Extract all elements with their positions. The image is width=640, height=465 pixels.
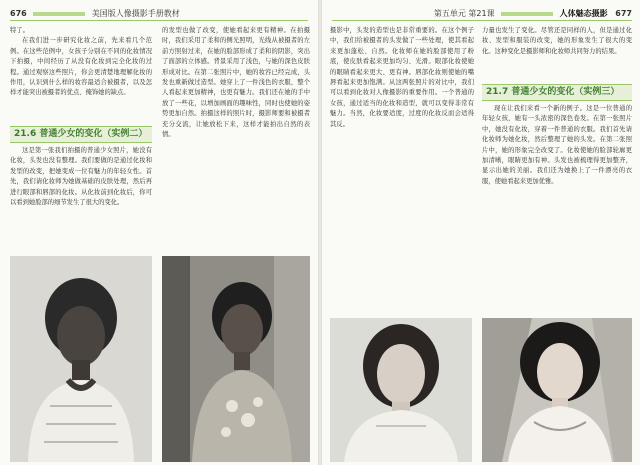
left-col1-after: 这是第一张我们拍摄的普通少女照片，她没有化妆，头发也没有整理。我们要做的是通过化妆和发型的改变，把她变成一位有魅力的年轻女性。首先，我们请化妆师为她做基础的皮肤处理，然后再进行眼部和唇部的化妆。从化妆前到化妆后，你可以看到她脸部的细节发生了很大的变化。 (10, 147, 152, 207)
right-page (322, 0, 640, 465)
right-column-1 (330, 26, 474, 326)
section-title-21-6: 21.6 普通少女的变化（实例二） (14, 129, 148, 139)
section-heading-21-6 (10, 126, 152, 143)
section-title-21-7: 21.7 普通少女的变化（实例三） (486, 87, 620, 97)
left-column-1-top (10, 26, 152, 122)
left-col1-body: 在我们进一步研究化妆之前，先来看几个范例。在这些范例中，女孩子分别在不同的化妆情况下拍摄，中间经历了从没有化妆到完全化妆的过程。通过观察这些照片，你会更清楚地理解化妆的作用，认识到什么样的妆容最适合被摄者，以及怎样才能突出被摄者的优点、掩饰她的缺点。 (10, 37, 152, 97)
header-rule-decoration (501, 12, 553, 16)
chapter-title: 人体魅态摄影 (559, 9, 608, 18)
portrait-illustration (330, 318, 472, 462)
left-page (0, 0, 318, 465)
left-column-2 (162, 26, 310, 250)
left-column-1-bottom (10, 146, 152, 250)
photo-after-makeup-1 (162, 256, 310, 462)
right-col2-after: 现在让我们来看一个新的例子。这是一位普通的年轻女孩，她有一头浓密的深色卷发。在第一张照片中，她没有化妆，穿着一件普通的衣服。我们首先请化妆师为她化妆，然后整理了她的头发。在第二张照片中，她的形象完全改变了。化妆使她的脸部轮廓更加清晰，眼睛更加有神。头发也被梳理得更加整齐，显示出她的美丽。我们还为她换上了一件漂亮的衣服，使她看起来更加优雅。 (482, 105, 632, 185)
section-heading-21-7 (482, 84, 632, 101)
book-title: 美国版人像摄影手册教材 (91, 9, 180, 18)
right-col2-body: 力量也发生了变化。尽管还是同样的人，但是通过化妆、发型和服装的改变，她的形象发生了很大的变化。这种变化是摄影师和化妆师共同努力的结果。 (482, 27, 632, 55)
right-page-number: 677 (615, 9, 632, 18)
portrait-illustration (482, 318, 632, 462)
left-col1-lead: 特了。 (10, 27, 29, 34)
right-column-2-top (482, 26, 632, 80)
right-col1-body: 摄影中，头发的造型也是非常重要的。在这个例子中，我们给被摄者的头发做了一些处理，使其看起来更加蓬松、自然。化妆师在她的脸部使用了粉底，使皮肤看起来更加均匀、光滑。眼部化妆使她的眼睛看起来更大、更有神。唇部化妆则使她的嘴唇看起来更加饱满。从这两张照片的对比中，我们可以看到化妆对人像摄影的重要作用。一个普通的女孩，通过适当的化妆和造型，就可以变得非常有魅力。当然，化妆要适度，过度的化妆反而会适得其反。 (330, 27, 474, 128)
portrait-illustration (10, 256, 152, 462)
header-rule-decoration (33, 12, 85, 16)
left-running-head (10, 8, 308, 21)
right-running-head (332, 8, 632, 21)
left-page-number: 676 (10, 9, 27, 18)
photo-after-makeup-2 (482, 318, 632, 462)
right-column-2-bottom (482, 104, 632, 314)
photo-before-makeup-2 (330, 318, 472, 462)
photo-before-makeup-1 (10, 256, 152, 462)
chapter-label: 第五单元 第21课 (433, 9, 495, 18)
left-col2-body: 的发型也做了改变，使她看起来更有精神。在拍摄时，我们采用了柔和的侧光照明，光线从被摄者的左前方照射过来，在她的脸部形成了柔和的阴影，突出了面部的立体感。背景采用了浅色，与她的深色皮肤形成对比。在第二张照片中，她的妆容已经完成，头发也重新做过造型。她穿上了一件浅色的衣服，整个人看起来更加精神，也更有魅力。我们还在她的手中放了一些花，以增加画面的趣味性，同时也使她的姿势更加自然。拍摄这样的照片时，摄影师要和被摄者充分交流，让她放松下来，这样才能拍出自然的表情。 (162, 27, 310, 139)
portrait-illustration (162, 256, 310, 462)
